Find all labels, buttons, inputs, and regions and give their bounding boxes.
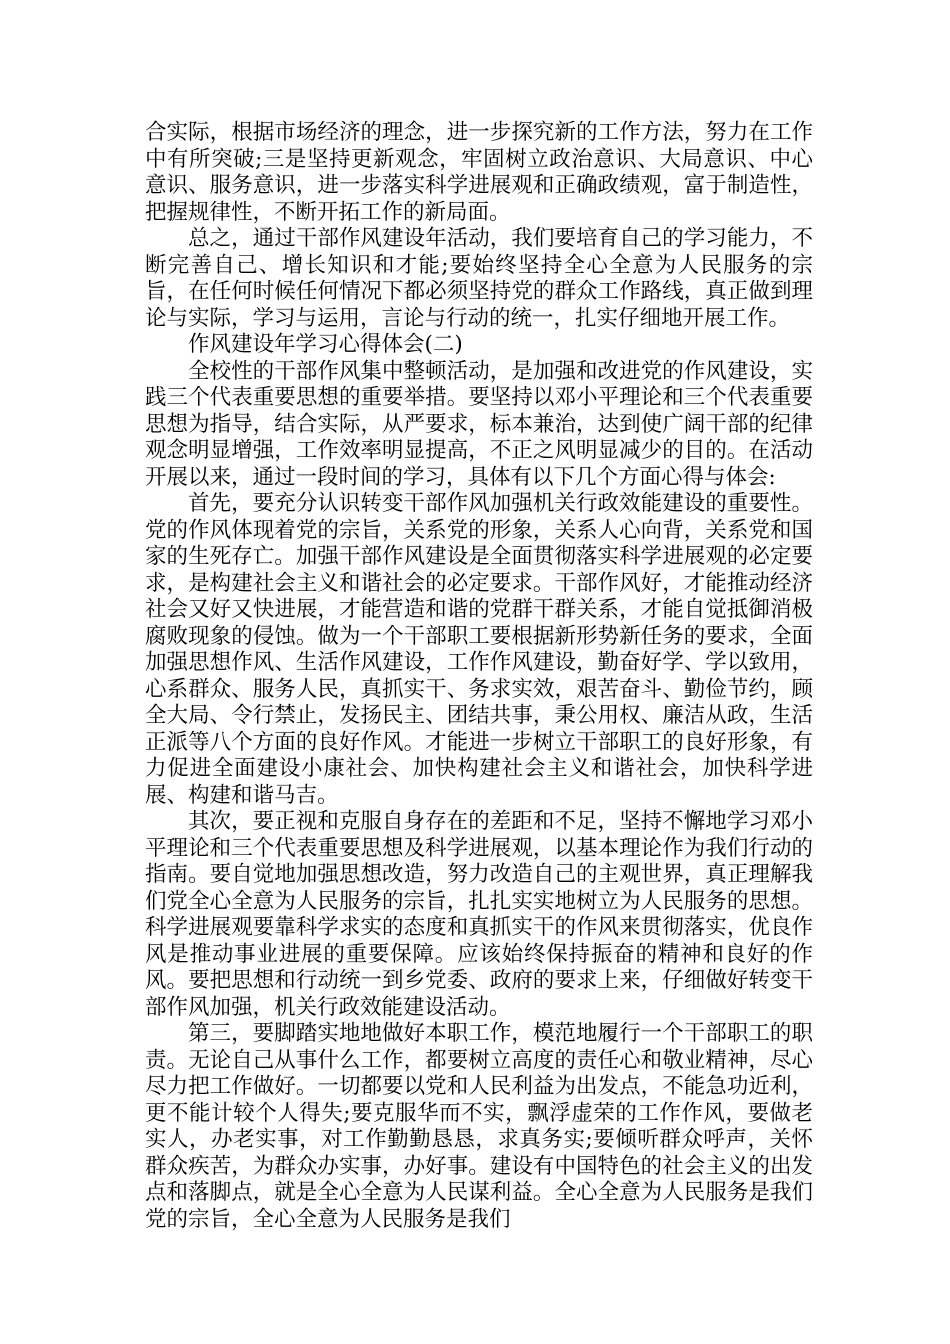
document-body (145, 120, 813, 1233)
paragraph-overview: 全校性的干部作风集中整顿活动，是加强和改进党的作风建设，实践三个代表重要思想的重要举措。要坚持以邓小平理论和三个代表重要思想为指导，结合实际，从严要求，标本兼治，达到使广阔干部的纪律观念明显增强，工作效率明显提高，不正之风明显减少的目的。在活动开展以来，通过一段时间的学习，具体有以下几个方面心得与体会: (145, 358, 813, 490)
section-heading: 作风建设年学习心得体会(二) (188, 332, 463, 357)
paragraph-second-point: 其次，要正视和克服自身存在的差距和不足，坚持不懈地学习邓小平理论和三个代表重要思想及科学进展观，以基本理论作为我们行动的指南。要自觉地加强思想改造，努力改造自己的主观世界，真正理解我们党全心全意为人民服务的宗旨，扎扎实实地树立为人民服务的思想。科学进展观要靠科学求实的态度和真抓实干的作风来贯彻落实，优良作风是推动事业进展的重要保障。应该始终保持振奋的精神和良好的作风。要把思想和行动统一到乡党委、政府的要求上来，仔细做好转变干部作风加强，机关行政效能建设活动。 (145, 809, 813, 1020)
paragraph-third-point: 第三，要脚踏实地地做好本职工作，模范地履行一个干部职工的职责。无论自己从事什么工作，都要树立高度的责任心和敬业精神，尽心尽力把工作做好。一切都要以党和人民利益为出发点，不能急功近利，更不能计较个人得失;要克服华而不实，飘浮虚荣的工作作风，要做老实人，办老实事，对工作勤勤恳恳，求真务实;要倾听群众呼声，关怀群众疾苦，为群众办实事，办好事。建设有中国特色的社会主义的出发点和落脚点，就是全心全意为人民谋利益。全心全意为人民服务是我们党的宗旨，全心全意为人民服务是我们 (145, 1021, 813, 1232)
paragraph-intro-continuation: 合实际，根据市场经济的理念，进一步探究新的工作方法，努力在工作中有所突破;三是坚持更新观念，牢固树立政治意识、大局意识、中心意识、服务意识，进一步落实科学进展观和正确政绩观，富于制造性，把握规律性，不断开拓工作的新局面。 (145, 120, 813, 225)
paragraph-first-point: 首先，要充分认识转变干部作风加强机关行政效能建设的重要性。党的作风体现着党的宗旨，关系党的形象，关系人心向背，关系党和国家的生死存亡。加强干部作风建设是全面贯彻落实科学进展观的必定要求，是构建社会主义和谐社会的必定要求。干部作风好，才能推动经济社会又好又快进展，才能营造和谐的党群干群关系，才能自觉抵御消极腐败现象的侵蚀。做为一个干部职工要根据新形势新任务的要求，全面加强思想作风、生活作风建设，工作作风建设，勤奋好学、学以致用，心系群众、服务人民，真抓实干、务求实效，艰苦奋斗、勤俭节约，顾全大局、令行禁止，发扬民主、团结共事，秉公用权、廉洁从政，生活正派等八个方面的良好作风。才能进一步树立干部职工的良好形象，有力促进全面建设小康社会、加快构建社会主义和谐社会，加快科学进展、构建和谐马吉。 (145, 491, 813, 808)
paragraph-conclusion: 总之，通过干部作风建设年活动，我们要培育自己的学习能力，不断完善自己、增长知识和才能;要始终坚持全心全意为人民服务的宗旨，在任何时候任何情况下都必须坚持党的群众工作路线，真正做到理论与实际，学习与运用，言论与行动的统一，扎实仔细地开展工作。 (145, 226, 813, 331)
